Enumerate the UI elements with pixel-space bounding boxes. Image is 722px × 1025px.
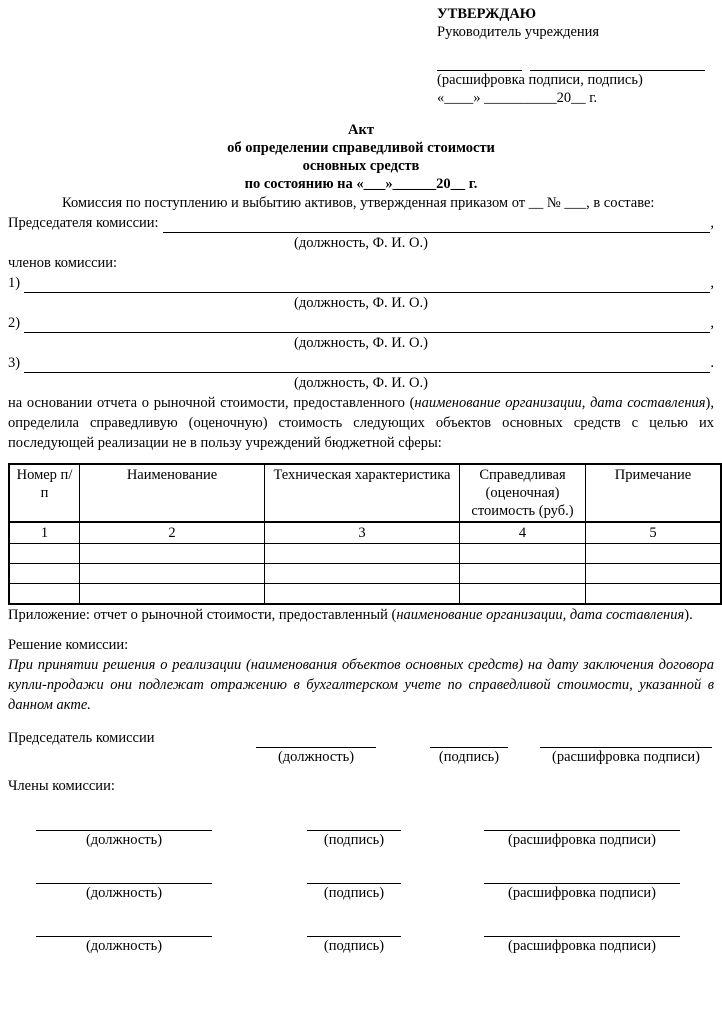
member-fill-line-3 — [8, 353, 714, 373]
attachment-prefix: Приложение: отчет о рыночной стоимости, предоставленный ( — [8, 607, 397, 623]
spacer — [212, 918, 307, 955]
table-empty-row — [9, 584, 721, 605]
position-caption: (должность) — [277, 749, 355, 765]
spacer — [212, 865, 307, 902]
spacer — [8, 918, 36, 955]
title-line-1: Акт — [348, 122, 374, 138]
member-suffix: . — [710, 355, 714, 371]
blank-line — [256, 729, 376, 748]
chairman-signature-label: Председатель комиссии — [8, 730, 155, 746]
blank-line — [163, 215, 711, 233]
title-line-3: основных средств — [302, 158, 420, 174]
transcript-caption: (расшифровка подписи) — [507, 832, 657, 848]
position-caption: (должность) — [85, 885, 163, 901]
spacer — [376, 729, 430, 766]
member-transcript-column — [484, 865, 680, 902]
spacer — [8, 812, 36, 849]
table-empty-cell — [9, 564, 80, 584]
blank-line — [307, 812, 401, 831]
decision-heading: Решение комиссии: — [8, 637, 129, 653]
table-header-fair-value: Справедливая (оценочная) стоимость (руб.) — [460, 464, 586, 522]
approval-block — [437, 5, 714, 107]
table-header-name: Наименование — [80, 464, 265, 522]
intro-paragraph: Комиссия по поступлению и выбытию активов, утвержденная приказом от __ № ___, в составе: — [62, 195, 655, 211]
member-signature-row — [8, 812, 714, 849]
position-fio-caption: (должность, Ф. И. О.) — [294, 295, 428, 311]
member-position-column — [36, 812, 212, 849]
member-sign-column — [307, 812, 401, 849]
member-fill-line-1 — [8, 273, 714, 293]
approval-signature-caption: (расшифровка подписи, подпись) — [437, 72, 643, 88]
table-header-note: Примечание — [586, 464, 722, 522]
sign-caption: (подпись) — [323, 938, 385, 954]
basis-prefix: на основании отчета о рыночной стоимости, предоставленного ( — [8, 395, 415, 411]
spacer — [508, 729, 540, 766]
transcript-caption: (расшифровка подписи) — [507, 885, 657, 901]
position-caption: (должность) — [85, 938, 163, 954]
basis-italic: наименование организации, дата составления — [414, 395, 706, 411]
spacer — [401, 812, 484, 849]
table-empty-cell — [265, 544, 460, 564]
basis-paragraph — [8, 393, 714, 453]
member-signature-row — [8, 918, 714, 955]
table-empty-cell — [586, 564, 722, 584]
transcript-caption: (расшифровка подписи) — [551, 749, 701, 765]
attachment-suffix: ). — [684, 607, 693, 623]
table-header-number: Номер п/п — [9, 464, 80, 522]
members-heading: членов комиссии: — [8, 255, 118, 271]
title-line-4: по состоянию на «___»______20__ г. — [244, 176, 478, 192]
position-fio-caption: (должность, Ф. И. О.) — [294, 335, 428, 351]
chairman-signature-row — [8, 729, 714, 766]
column-number-cell: 5 — [586, 522, 722, 544]
table-empty-cell — [586, 544, 722, 564]
spacer — [212, 812, 307, 849]
blank-line — [307, 865, 401, 884]
member-suffix: , — [710, 315, 714, 331]
table-empty-cell — [265, 584, 460, 605]
sign-caption: (подпись) — [323, 832, 385, 848]
member-position-column — [36, 918, 212, 955]
member-sign-column — [307, 865, 401, 902]
spacer — [8, 865, 36, 902]
member-position-column — [36, 865, 212, 902]
blank-line — [484, 918, 680, 937]
position-fio-caption: (должность, Ф. И. О.) — [294, 375, 428, 391]
column-number-cell: 1 — [9, 522, 80, 544]
decision-paragraph: При принятии решения о реализации (наименования объектов основных средств) на дату заключения договора купли-продажи они подлежат отражению в бухгалтерском учете по справедливой стоимости, указанной в данном акте. — [8, 657, 714, 713]
table-empty-cell — [80, 584, 265, 605]
sign-caption: (подпись) — [323, 885, 385, 901]
spacer — [401, 865, 484, 902]
position-caption: (должность) — [85, 832, 163, 848]
table-empty-row — [9, 564, 721, 584]
member-fill-line-2 — [8, 313, 714, 333]
blank-line — [484, 865, 680, 884]
member-transcript-column — [484, 812, 680, 849]
column-number-cell: 2 — [80, 522, 265, 544]
chairman-transcript-column — [540, 729, 712, 766]
attachment-paragraph — [8, 605, 714, 625]
chairman-sign-column — [430, 729, 508, 766]
chairman-fill-line — [8, 213, 714, 233]
spacer — [401, 918, 484, 955]
title-line-2: об определении справедливой стоимости — [227, 140, 495, 156]
blank-line — [530, 55, 705, 71]
head-of-institution-label: Руководитель учреждения — [437, 24, 600, 40]
members-signature-heading: Члены комиссии: — [8, 778, 115, 794]
blank-line — [430, 729, 508, 748]
chairman-position-column — [256, 729, 376, 766]
member-transcript-column — [484, 918, 680, 955]
blank-line — [24, 355, 710, 373]
table-empty-cell — [460, 584, 586, 605]
table-header-tech: Техническая характеристика — [265, 464, 460, 522]
document-title — [8, 121, 714, 193]
table-header-row — [9, 464, 721, 522]
blank-line — [36, 865, 212, 884]
table-empty-cell — [586, 584, 722, 605]
column-number-cell: 4 — [460, 522, 586, 544]
blank-line — [307, 918, 401, 937]
table-empty-cell — [80, 544, 265, 564]
blank-line — [36, 812, 212, 831]
member-number: 2) — [8, 315, 21, 331]
table-empty-row — [9, 544, 721, 564]
attachment-italic: наименование организации, дата составления — [396, 607, 685, 623]
chairman-suffix: , — [710, 215, 714, 231]
transcript-caption: (расшифровка подписи) — [507, 938, 657, 954]
approval-date-line: «____» __________20__ г. — [437, 90, 598, 106]
table-empty-cell — [80, 564, 265, 584]
blank-line — [437, 55, 522, 71]
member-signature-row — [8, 865, 714, 902]
column-number-cell: 3 — [265, 522, 460, 544]
basis-suffix: ), определила справедливую (оценочную) стоимость следующих объектов основных средств с целью их последующей реализации не в пользу учреждений бюджетной сферы: — [8, 395, 714, 451]
table-empty-cell — [265, 564, 460, 584]
member-number: 3) — [8, 355, 21, 371]
table-empty-cell — [460, 564, 586, 584]
chairman-label: Председателя комиссии: — [8, 215, 159, 231]
member-sign-column — [307, 918, 401, 955]
table-empty-cell — [9, 544, 80, 564]
column-numbers-row — [9, 522, 721, 544]
blank-line — [540, 729, 712, 748]
blank-line — [24, 275, 710, 293]
assets-table — [8, 463, 722, 605]
approval-stamp: УТВЕРЖДАЮ — [437, 6, 537, 22]
blank-line — [36, 918, 212, 937]
member-number: 1) — [8, 275, 21, 291]
table-empty-cell — [460, 544, 586, 564]
member-suffix: , — [710, 275, 714, 291]
position-fio-caption: (должность, Ф. И. О.) — [294, 235, 428, 251]
blank-line — [24, 315, 710, 333]
sign-caption: (подпись) — [438, 749, 500, 765]
approval-signature-lines — [437, 55, 714, 71]
blank-line — [484, 812, 680, 831]
table-empty-cell — [9, 584, 80, 605]
